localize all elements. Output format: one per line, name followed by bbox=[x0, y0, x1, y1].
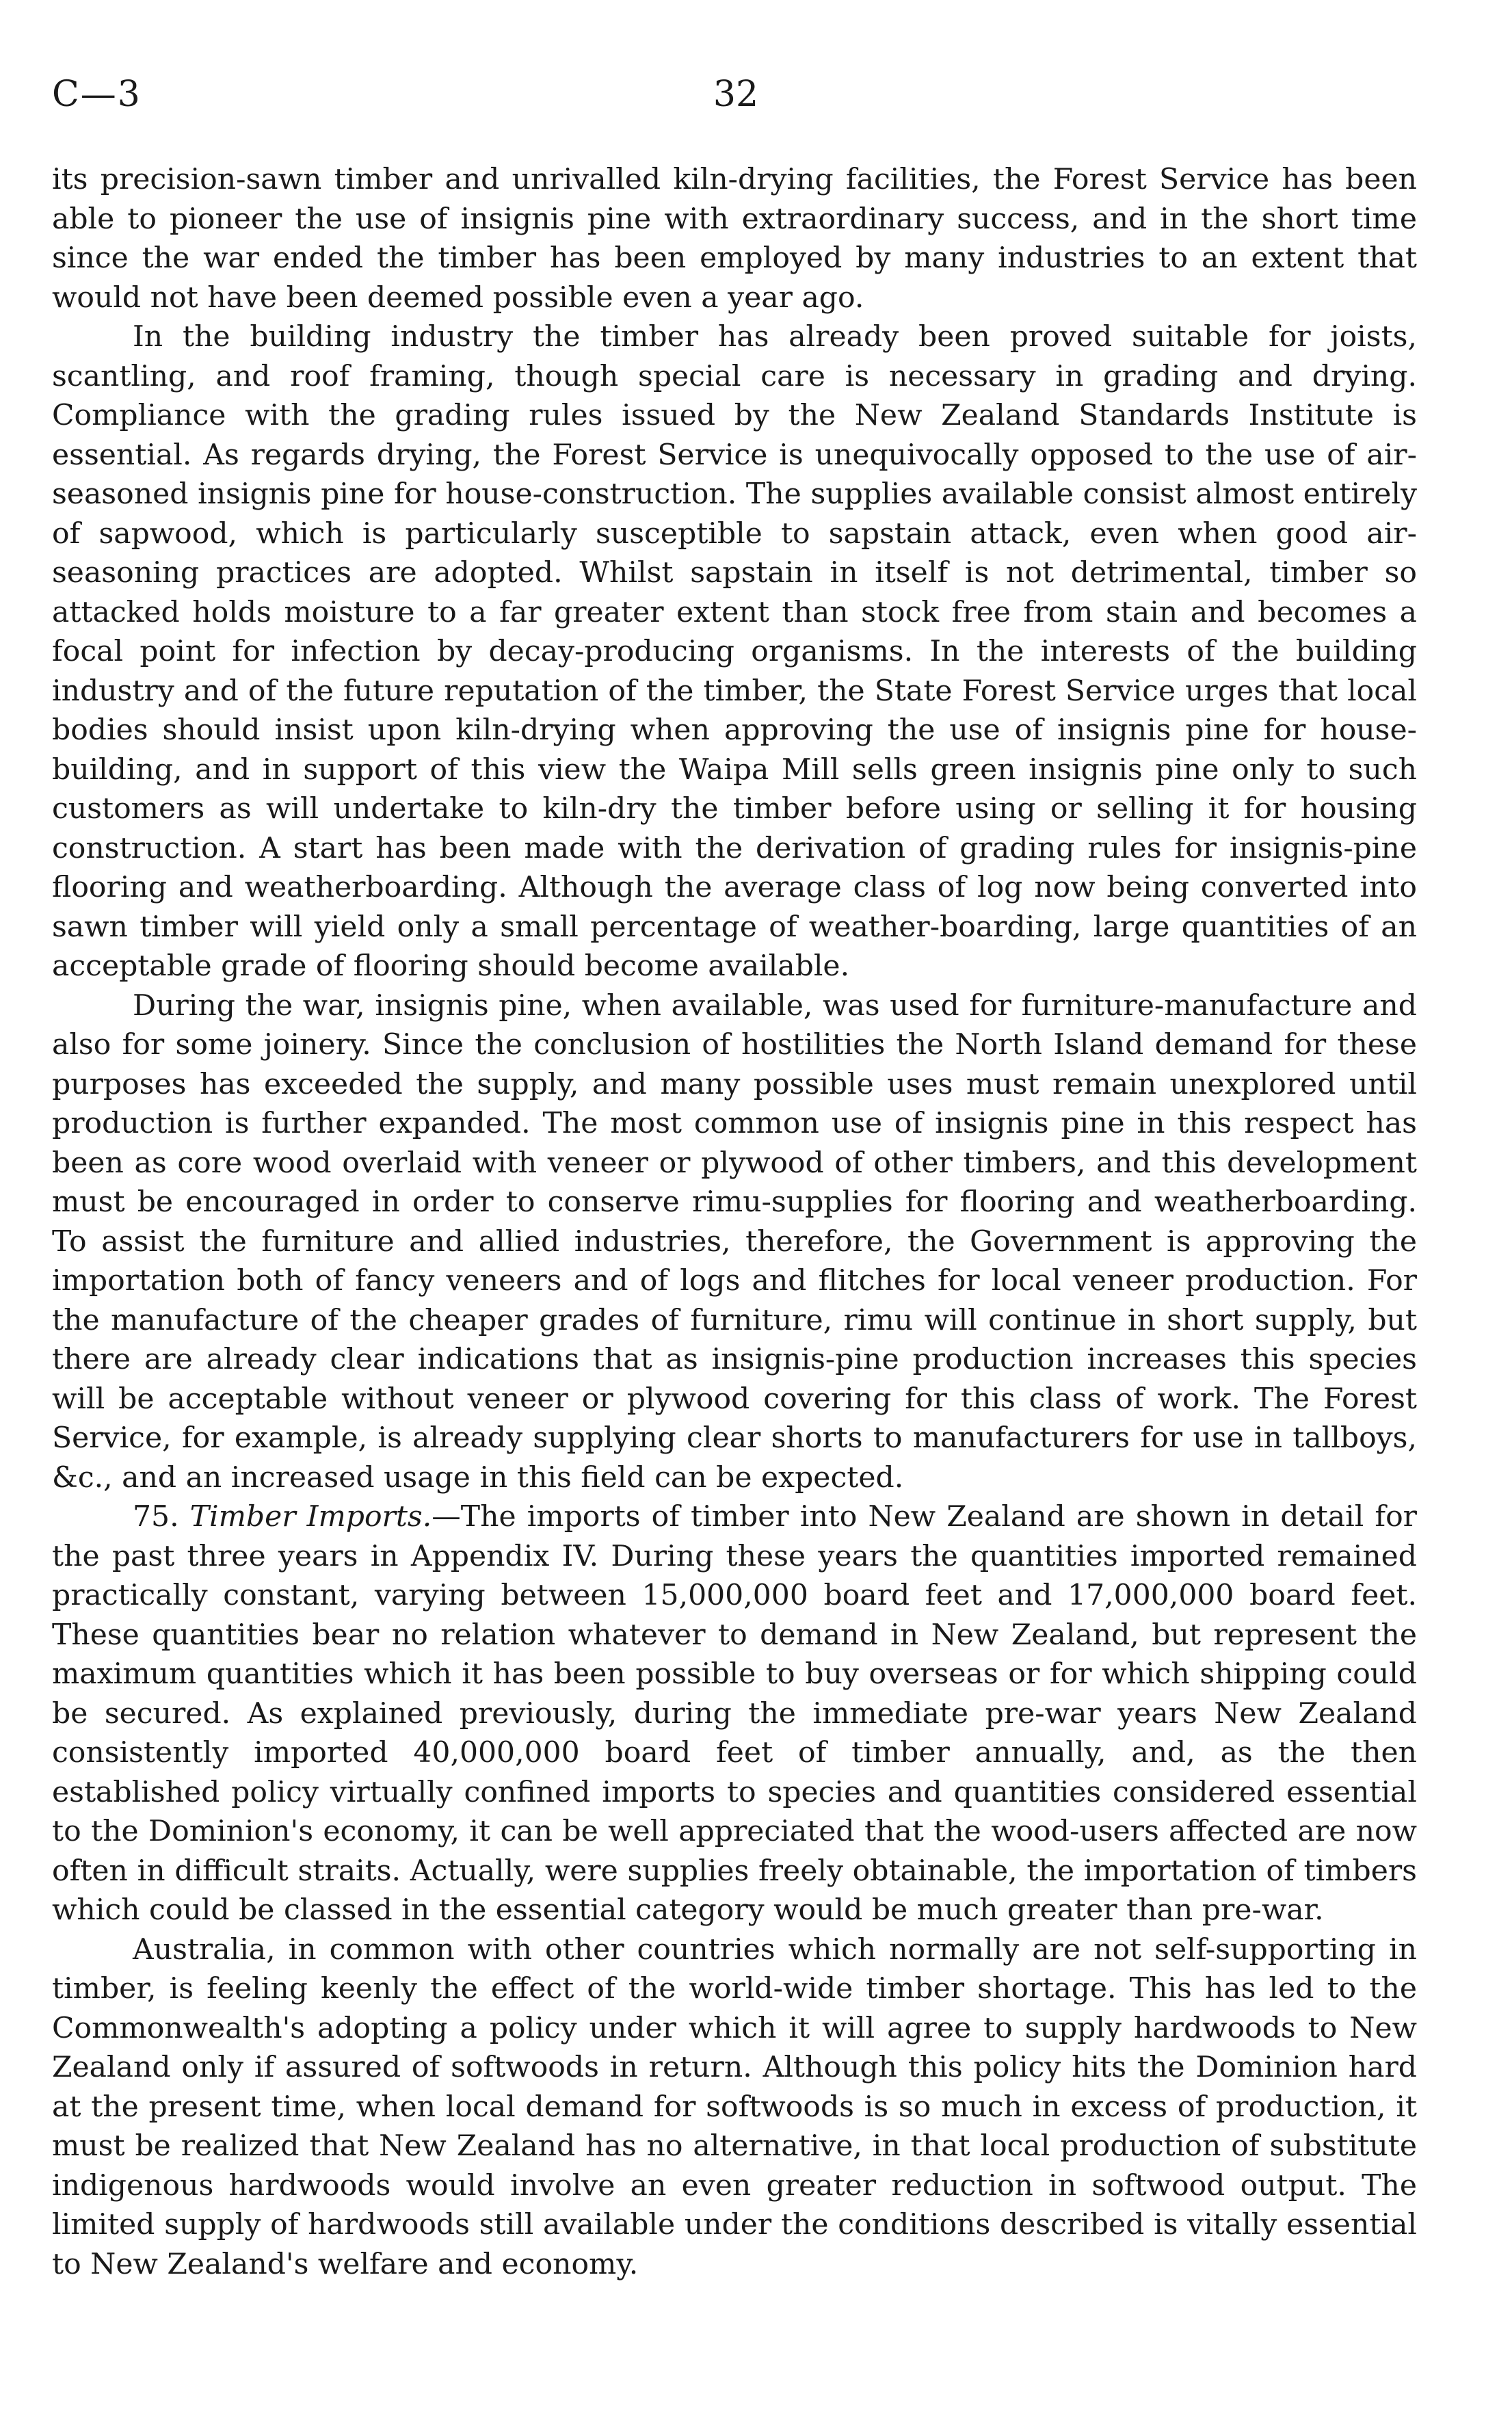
paragraph-4-text: —The imports of timber into New Zealand are shown in detail for the past three years in Appendix IV. During these years the quantities imported remained practically constant, varying between 15,000,000 board feet and 17,000,000 board feet. These quantities bear no relation whatever to demand in New Zealand, but represent the maximum quantities which it has been possible to buy overseas or for which shipping could be secured. As explained previously, during the immediate pre-war years New Zealand consistently imported 40,000,000 board feet of timber annually, and, as the then established policy virtually confined imports to species and quantities considered essential to the Dominion's economy, it can be well appreciated that the wood-users affected are now often in difficult straits. Actually, were supplies freely obtainable, the importation of timbers which could be classed in the essential category would be much greater than pre-war. bbox=[52, 1500, 1417, 1927]
section-title: Timber Imports. bbox=[189, 1500, 432, 1534]
paragraph-3: During the war, insignis pine, when available, was used for furniture-manufacture and also for some joinery. Since the conclusion of hostilities the North Island demand for these purposes has exceeded the supply, and many possible uses must remain unexplored until production is further expanded. The most common use of insignis pine in this respect has been as core wood overlaid with veneer or plywood of other timbers, and this development must be encouraged in order to conserve rimu-supplies for flooring and weatherboarding. To assist the furniture and allied industries, therefore, the Government is approving the importation both of fancy veneers and of logs and flitches for local veneer production. For the manufacture of the cheaper grades of furniture, rimu will continue in short supply, but there are already clear indications that as insignis-pine production increases this species will be acceptable without veneer or plywood covering for this class of work. The Forest Service, for example, is already supplying clear shorts to manufacturers for use in tallboys, &c., and an increased usage in this field can be expected. bbox=[52, 988, 1417, 1495]
document-reference: C—3 bbox=[52, 74, 142, 115]
paragraph-1: its precision-sawn timber and unrivalled kiln-drying facilities, the Forest Service has been able to pioneer the use of insignis pine with extraordinary success, and in the short time since the war ended the timber has been employed by many industries to an extent that would not have been deemed possible even a year ago. bbox=[52, 163, 1417, 315]
page-header bbox=[52, 74, 1420, 122]
paragraph-5: Australia, in common with other countries which normally are not self-supporting in timber, is feeling keenly the effect of the world-wide timber shortage. This has led to the Commonwealth's adopting a policy under which it will agree to supply hardwoods to New Zealand only if assured of softwoods in return. Although this policy hits the Dominion hard at the present time, when local demand for softwoods is so much in excess of production, it must be realized that New Zealand has no alternative, in that local production of substitute indigenous hardwoods would involve an even greater reduction in softwood output. The limited supply of hardwoods still available under the conditions described is vitally essential to New Zealand's welfare and economy. bbox=[52, 1932, 1417, 2281]
section-number: 75. bbox=[133, 1500, 179, 1534]
body-text bbox=[52, 160, 1417, 2284]
paragraph-4-timber-imports bbox=[52, 1497, 1417, 1930]
paragraph-2: In the building industry the timber has already been proved suitable for joists, scantling, and roof framing, though special care is necessary in grading and drying. Compliance with the grading rules issued by the New Zealand Standards Institute is essential. As regards drying, the Forest Service is unequivocally opposed to the use of air-seasoned insignis pine for house-construction. The supplies available consist almost entirely of sapwood, which is particularly susceptible to sapstain attack, even when good air-seasoning practices are adopted. Whilst sapstain in itself is not detrimental, timber so attacked holds moisture to a far greater extent than stock free from stain and becomes a focal point for infection by decay-producing organisms. In the interests of the building industry and of the future reputation of the timber, the State Forest Service urges that local bodies should insist upon kiln-drying when approving the use of insignis pine for house-building, and in support of this view the Waipa Mill sells green insignis pine only to such customers as will undertake to kiln-dry the timber before using or selling it for housing construction. A start has been made with the derivation of grading rules for insignis-pine flooring and weatherboarding. Although the average class of log now being converted into sawn timber will yield only a small percentage of weather-boarding, large quantities of an acceptable grade of flooring should become available. bbox=[52, 320, 1417, 983]
page-number: 32 bbox=[713, 74, 759, 115]
